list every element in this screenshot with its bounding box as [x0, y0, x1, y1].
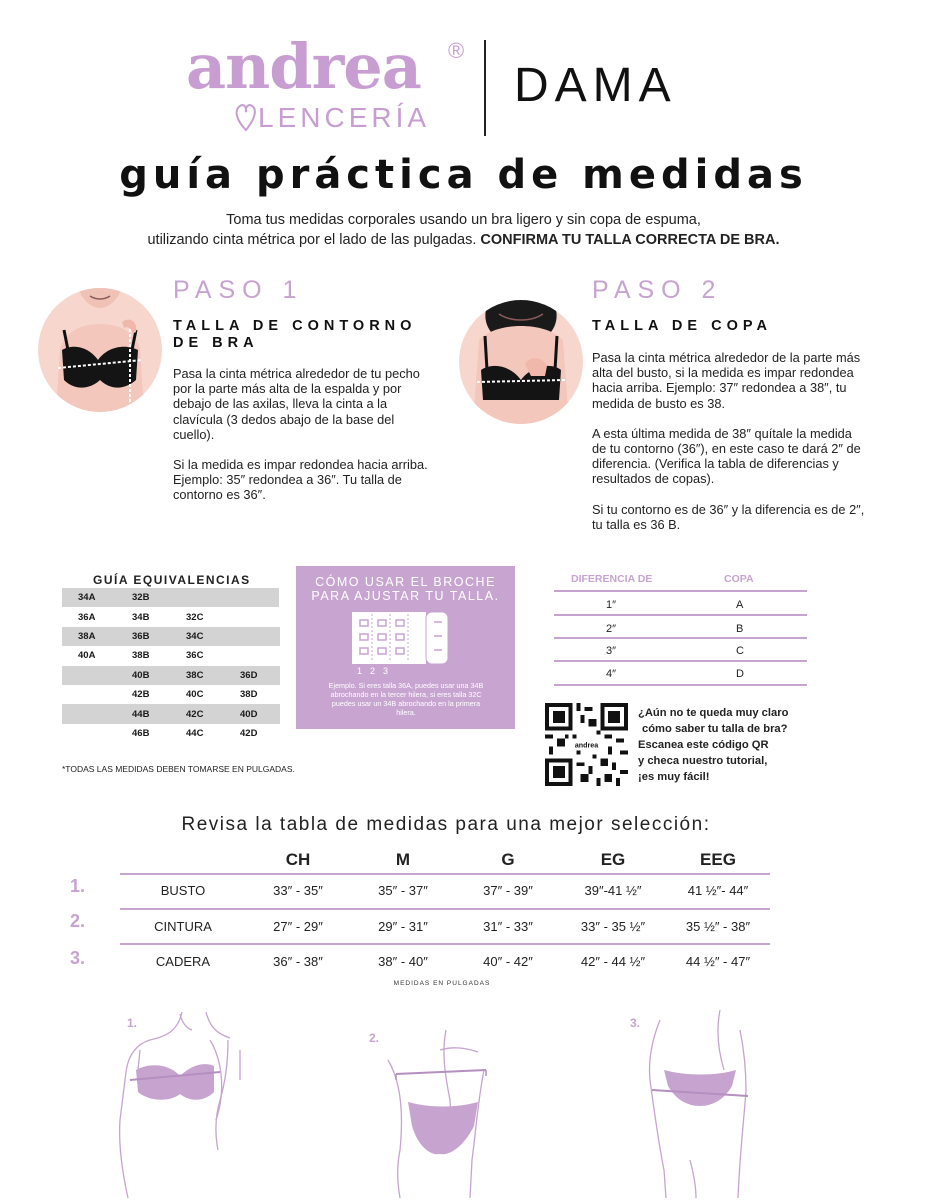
table-cell: 32B: [132, 592, 150, 604]
table-cell: 38A: [78, 630, 96, 642]
table-cell: 40C: [186, 689, 204, 701]
table-cell: 46B: [132, 727, 150, 739]
intro-text: [0, 210, 927, 250]
divider: [554, 684, 807, 686]
table-cell: 41 ½″- 44″: [687, 883, 749, 898]
table-row: [554, 639, 807, 662]
table-cell: 36C: [186, 650, 204, 662]
table-cell: 31″ - 33″: [483, 919, 533, 934]
illustration-number: 1.: [127, 1016, 138, 1030]
table-row: [62, 607, 280, 626]
broche-example: Ejemplo. Si eres talla 36A, puedes usar una 34B abrochando en la tercer hilera, si eres talla 32C puedes usar un 34B abrochando en la primera hilera.: [328, 681, 484, 717]
broche-number: 2: [370, 666, 376, 676]
step1-paragraph-1: Pasa la cinta métrica alrededor de tu pecho por la parte más alta de la espalda y por debajo de las axilas, lleva la cinta a la clavícula (3 dedos abajo de la base del cuello).: [173, 366, 420, 442]
table-cell: 40″ - 42″: [483, 954, 533, 969]
header-divider: [484, 40, 486, 136]
row-label-cintura: CINTURA: [154, 919, 212, 934]
table-cell: 34C: [186, 630, 204, 642]
intro-line-2-text: utilizando cinta métrica por el lado de las pulgadas.: [147, 232, 481, 248]
broche-number: 1: [357, 666, 363, 676]
table-cell: 35 ½″ - 38″: [685, 919, 751, 934]
row-label-busto: BUSTO: [160, 883, 206, 898]
table-cell: 36″ - 38″: [273, 954, 323, 969]
broche-box: [296, 566, 515, 729]
table-cell: B: [736, 623, 744, 635]
qr-text: [638, 705, 788, 785]
table-cell: 3″: [606, 645, 617, 657]
table-cell: 39″-41 ½″: [584, 883, 642, 898]
equivalencias-note: *TODAS LAS MEDIDAS DEBEN TOMARSE EN PULGADAS.: [62, 764, 295, 774]
section-title: DAMA: [514, 59, 677, 112]
table-cell: 40D: [240, 708, 258, 720]
table-cell: 42B: [132, 689, 150, 701]
column-header-m: M: [395, 850, 411, 869]
table-cell: 2″: [606, 623, 617, 635]
brand-subtitle: LENCERÍA: [258, 102, 431, 133]
table-cell: 36D: [240, 669, 258, 681]
step2-illustration: [459, 300, 583, 424]
table-cell: 44B: [132, 708, 150, 720]
hip-measure-illustration: [620, 1010, 790, 1200]
table-cell: 38C: [186, 669, 204, 681]
column-header-eeg: EEG: [700, 850, 736, 869]
table-cell: 33″ - 35 ½″: [580, 919, 646, 934]
step2-paragraph-1: Pasa la cinta métrica alrededor de la parte más alta del busto, si la medida es impar redondea hacia arriba. Ejemplo: 37″ redondea a 38″, tu medida de busto es 38.: [592, 350, 861, 411]
equivalencias-title: GUÍA EQUIVALENCIAS: [93, 573, 251, 587]
step2-label: PASO 2: [592, 276, 723, 304]
row-number: 2.: [70, 911, 86, 931]
table-row: [62, 646, 280, 665]
table-row: [62, 724, 280, 743]
step1-illustration: [38, 288, 162, 412]
column-header-g: G: [501, 850, 515, 869]
step1-text: [173, 366, 438, 518]
divider: [120, 908, 770, 910]
table-row: [62, 704, 280, 723]
step2-paragraph-2: A esta última medida de 38″ quítale la medida de tu contorno (36″), en este caso te dará 2″ de diferencia. (Verifica la tabla de diferencias y resultados de copas).: [592, 425, 861, 487]
qr-text-line: Escanea este código QR: [638, 739, 769, 751]
table-cell: 36A: [78, 611, 96, 623]
broche-numbers: [357, 666, 388, 676]
size-table-title: Revisa la tabla de medidas para una mejor selección:: [181, 814, 711, 835]
hook-eye-clasp-icon: [344, 608, 454, 668]
table-cell: 34B: [132, 611, 150, 623]
table-cell: 34A: [78, 592, 96, 604]
brand-name: andrea: [186, 30, 421, 103]
qr-text-line: ¿Aún no te queda muy claro: [638, 707, 789, 719]
row-number: 3.: [70, 948, 86, 968]
table-cell: 37″ - 39″: [483, 883, 533, 898]
size-table-note: MEDIDAS EN PULGADAS: [393, 980, 491, 987]
heart-ribbon-icon: [234, 100, 258, 134]
table-cell: 40B: [132, 669, 150, 681]
table-cell: 42″ - 44 ½″: [580, 954, 646, 969]
table-cell: 4″: [606, 668, 617, 680]
table-row: [62, 685, 280, 704]
qr-text-line: cómo saber tu talla de bra?: [642, 723, 788, 735]
copa-header: COPA: [724, 573, 754, 585]
row-label-cadera: CADERA: [155, 954, 211, 969]
table-cell: 42D: [240, 727, 258, 739]
step2-heading: TALLA DE COPA: [592, 318, 772, 334]
intro-line-1: Toma tus medidas corporales usando un bra ligero y sin copa de espuma,: [226, 212, 701, 228]
table-row: [62, 627, 280, 646]
table-cell: 38B: [132, 650, 150, 662]
step1-paragraph-2: Si la medida es impar redondea hacia arriba. Ejemplo: 35″ redondea a 36″. Tu talla de contorno es 36″.: [173, 457, 428, 503]
table-row: [62, 666, 280, 685]
table-cell: 33″ - 35″: [273, 883, 323, 898]
step1-label: PASO 1: [173, 276, 304, 304]
table-cell: D: [736, 668, 744, 680]
table-cell: 44 ½″ - 47″: [685, 954, 751, 969]
table-cell: 40A: [78, 650, 96, 662]
table-cell: 38D: [240, 689, 258, 701]
table-cell: 1″: [606, 599, 617, 611]
table-cell: C: [736, 645, 744, 657]
table-row: [554, 593, 807, 616]
qr-code-icon[interactable]: [545, 703, 628, 786]
row-number: 1.: [70, 876, 86, 896]
step2-paragraph-3: Si tu contorno es de 36″ y la diferencia es de 2″, tu talla es 36 B.: [592, 501, 865, 532]
table-cell: 32C: [186, 611, 204, 623]
table-cell: 36B: [132, 630, 150, 642]
bust-measure-illustration: [110, 1010, 280, 1200]
qr-text-line: ¡es muy fácil!: [638, 771, 710, 783]
step1-heading: TALLA DE CONTORNO DE BRA: [173, 318, 417, 351]
intro-line-2: [0, 230, 927, 250]
waist-measure-illustration: [360, 1010, 530, 1200]
table-row: [62, 588, 279, 607]
divider: [554, 614, 807, 616]
table-cell: 29″ - 31″: [378, 919, 428, 934]
table-cell: 44C: [186, 727, 204, 739]
table-cell: 42C: [186, 708, 204, 720]
table-cell: A: [736, 599, 744, 611]
table-cell: 35″ - 37″: [378, 883, 428, 898]
divider: [554, 590, 807, 592]
table-row: [554, 662, 807, 685]
step2-text: [592, 350, 867, 547]
equivalencias-table: [62, 588, 280, 743]
table-cell: 38″ - 40″: [378, 954, 428, 969]
column-header-eg: EG: [600, 850, 626, 869]
registered-mark: ®: [448, 38, 465, 63]
qr-text-line: y checa nuestro tutorial,: [638, 755, 768, 767]
qr-center-label: andrea: [574, 741, 599, 750]
divider: [120, 943, 770, 945]
divider: [120, 873, 770, 875]
page-title: guía práctica de medidas: [119, 152, 808, 198]
illustration-number: 3.: [630, 1016, 641, 1030]
brand-logo: [186, 30, 476, 136]
broche-title: CÓMO USAR EL BROCHE PARA AJUSTAR TU TALLA.: [311, 575, 500, 603]
intro-line-2-bold: CONFIRMA TU TALLA CORRECTA DE BRA.: [480, 232, 780, 248]
diferencias-header: DIFERENCIA DE: [571, 573, 653, 585]
illustration-number: 2.: [369, 1031, 380, 1045]
column-header-ch: CH: [285, 850, 311, 869]
table-cell: 27″ - 29″: [273, 919, 323, 934]
broche-number: 3: [383, 666, 389, 676]
